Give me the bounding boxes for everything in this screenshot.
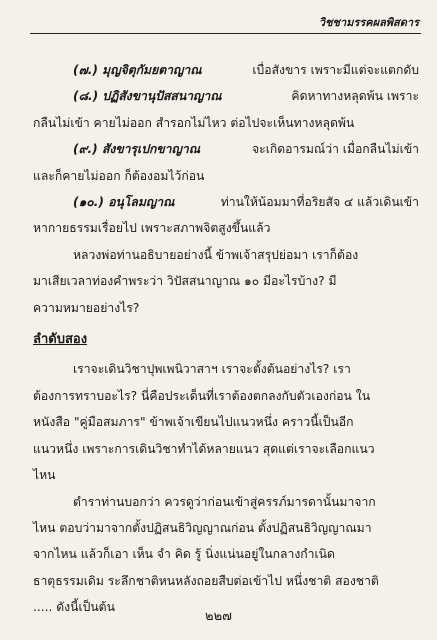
paragraph-9-label: (๙.) สังขารุเปกขาญาณ — [73, 142, 201, 157]
paragraph-10-text-1: ท่านให้น้อมมาที่อริยสัจ ๔ แล้วเดินเข้า — [220, 195, 419, 210]
section-text-5: ไหน — [33, 468, 56, 483]
section-line-3 — [33, 409, 419, 435]
paragraph-8-text-2: กลืนไม่เข้า คายไม่ออก สำรอกไม่ไหว ต่อไปจะเห็นทางหลุดพ้น — [33, 115, 355, 130]
page-body — [33, 57, 419, 621]
paragraph-10-line-1 — [33, 189, 419, 215]
paragraph-8-line-1 — [33, 83, 419, 109]
paragraph-8-line-2 — [33, 110, 419, 136]
section-line-4 — [33, 436, 419, 462]
paragraph-9-text-2: และก็คายไม่ออก ก็ต้องอมไว้ก่อน — [33, 168, 205, 183]
summary-text-1: หลวงพ่อท่านอธิบายอย่างนี้ ข้าพเจ้าสรุปย่อมา เราก็ต้อง — [73, 247, 359, 262]
final-text-3: จากไหน แล้วก็เอา เห็น จำ คิด รู้ นิ่งแน่นอยู่ในกลางกำเนิด — [33, 547, 335, 562]
final-text-4: ธาตุธรรมเดิม ระลึกชาติหนหลังถอยสืบต่อเข้าไป หนึ่งชาติ สองชาติ — [33, 573, 379, 588]
section-line-1 — [33, 356, 419, 382]
summary-line-3 — [33, 295, 419, 321]
section-line-2 — [33, 383, 419, 409]
paragraph-8-text-1: คิดหาทางหลุดพ้น เพราะ — [291, 89, 419, 104]
paragraph-10-text-2: หากายธรรมเรื่อยไป เพราะสภาพจิตสูงขึ้นแล้ว — [33, 221, 271, 236]
header-rule — [30, 33, 421, 34]
paragraph-10-label: (๑๐.) อนุโลมญาณ — [73, 195, 175, 210]
final-line-4 — [33, 568, 419, 594]
section-text-1: เราจะเดินวิชาปุพเพนิวาสาฯ เราจะตั้งต้นอย่างไร? เรา — [73, 362, 351, 377]
paragraph-8-label: (๘.) ปฏิสังขานุปัสสนาญาณ — [73, 89, 222, 104]
paragraph-7-line-1 — [33, 57, 419, 83]
paragraph-7-text-1: เบื่อสังขาร เพราะมีแต่จะแตกดับ — [252, 63, 419, 77]
section-line-5 — [33, 462, 419, 488]
section-text-2: ต้องการทราบอะไร? นี่คือประเด็นที่เราต้องตกลงกับตัวเองก่อน ใน — [33, 388, 371, 403]
final-text-2: ไหน ตอบว่ามาจากตั้งปฏิสนธิวิญญาณก่อน ตั้งปฏิสนธิวิญญาณมา — [33, 520, 372, 535]
paragraph-9-line-2 — [33, 163, 419, 189]
summary-text-3: ความหมายอย่างไร? — [33, 300, 140, 315]
final-line-1 — [33, 489, 419, 515]
summary-text-2: มาเสียเวลาท่องคำพระว่า วิปัสสนาญาณ ๑๐ มีอะไรบ้าง? มี — [33, 274, 337, 289]
paragraph-10-line-2 — [33, 215, 419, 241]
paragraph-7-label: (๗.) มุญจิตุกัมยตาญาณ — [73, 63, 202, 77]
final-line-2 — [33, 515, 419, 541]
running-header-title: วิชชามรรคผลพิสดาร — [318, 16, 419, 29]
paragraph-9-text-1: จะเกิดอารมณ์ว่า เมื่อกลืนไม่เข้า — [252, 142, 419, 157]
section-text-3: หนังสือ "คู่มือสมภาร" ข้าพเจ้าเขียนไปแนวหนึ่ง คราวนี้เป็นอีก — [33, 415, 354, 430]
page-number: ๒๒๗ — [205, 609, 232, 624]
paragraph-9-line-1 — [33, 136, 419, 162]
final-text-5: ..... ดังนี้เป็นต้น — [33, 600, 115, 615]
summary-line-1 — [33, 242, 419, 268]
summary-line-2 — [33, 268, 419, 294]
final-line-3 — [33, 541, 419, 567]
final-text-1: ตำราท่านบอกว่า ควรดูว่าก่อนเข้าสู่ครรภ์มารดานั้นมาจาก — [73, 494, 376, 509]
section-text-4: แนวหนึ่ง เพราะการเดินวิชาทำได้หลายแนว สุดแต่เราจะเลือกแนว — [33, 441, 375, 456]
section-heading: ลำดับสอง — [33, 332, 88, 348]
